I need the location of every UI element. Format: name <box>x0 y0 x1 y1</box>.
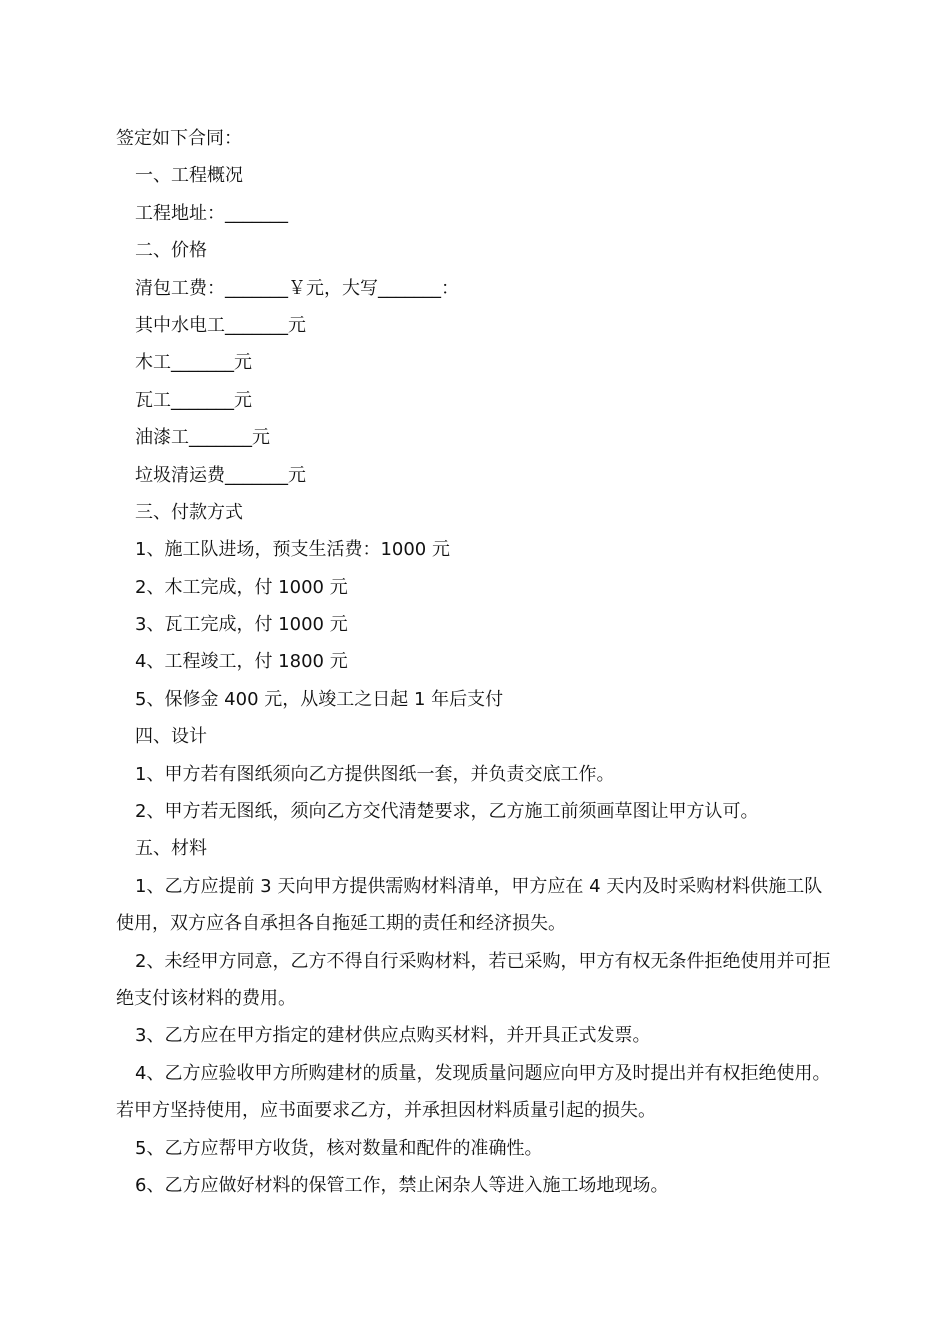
materials-paragraph: 3、乙方应在甲方指定的建材供应点购买材料，并开具正式发票。 <box>135 1025 651 1047</box>
carpentry-line: 木工_______元 <box>135 352 252 374</box>
design-item: 2、甲方若无图纸，须向乙方交代清楚要求，乙方施工前须画草图让甲方认可。 <box>135 801 759 823</box>
contract-intro: 签定如下合同： <box>116 128 242 149</box>
materials-paragraph: 4、乙方应验收甲方所购建材的质量，发现质量问题应向甲方及时提出并有权拒绝使用。若甲方坚持使用，应书面要求乙方，并承担因材料质量引起的损失。 <box>116 1062 831 1122</box>
payment-item: 5、保修金 400 元，从竣工之日起 1 年后支付 <box>135 688 504 710</box>
section-heading-payment: 三、付款方式 <box>135 501 243 523</box>
labor-fee-line: 清包工费：_______￥元，大写_______： <box>135 277 459 299</box>
payment-item: 2、木工完成，付 1000 元 <box>135 576 348 598</box>
section-heading-materials: 五、材料 <box>135 838 207 860</box>
painting-line: 油漆工_______元 <box>135 427 270 449</box>
section-heading-overview: 一、工程概况 <box>135 165 243 187</box>
design-item: 1、甲方若有图纸须向乙方提供图纸一套，并负责交底工作。 <box>135 763 615 785</box>
waste-removal-line: 垃圾清运费_______元 <box>135 464 306 486</box>
materials-paragraph: 5、乙方应帮甲方收货，核对数量和配件的准确性。 <box>135 1137 543 1159</box>
section-heading-design: 四、设计 <box>135 726 207 748</box>
materials-paragraph: 1、乙方应提前 3 天向甲方提供需购材料清单，甲方应在 4 天内及时采购材料供施工队使用，双方应各自承担各自拖延工期的责任和经济损失。 <box>116 875 823 935</box>
section-heading-price: 二、价格 <box>135 240 207 262</box>
payment-item: 4、工程竣工，付 1800 元 <box>135 651 348 673</box>
project-address-line: 工程地址：_______ <box>135 202 288 224</box>
payment-item: 3、瓦工完成，付 1000 元 <box>135 614 348 636</box>
plumbing-electrical-line: 其中水电工_______元 <box>135 314 306 336</box>
materials-paragraph: 6、乙方应做好材料的保管工作，禁止闲杂人等进入施工场地现场。 <box>135 1175 669 1197</box>
tiling-line: 瓦工_______元 <box>135 389 252 411</box>
contract-body <box>116 120 836 1204</box>
materials-paragraph: 2、未经甲方同意，乙方不得自行采购材料，若已采购，甲方有权无条件拒绝使用并可拒绝支付该材料的费用。 <box>116 950 831 1010</box>
payment-item: 1、施工队进场，预支生活费：1000 元 <box>135 539 450 561</box>
